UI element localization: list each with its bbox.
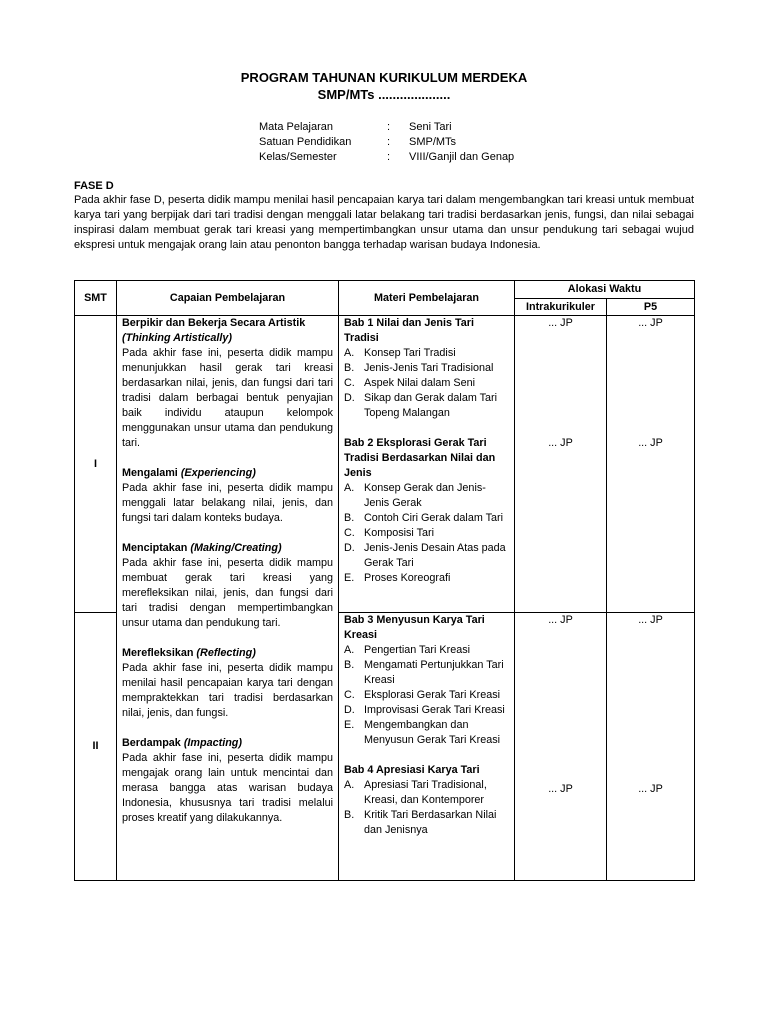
materi-cell	[339, 613, 515, 881]
bab-title: Bab 3 Menyusun Karya Tari Kreasi	[344, 614, 485, 641]
meta-label: Satuan Pendidikan	[259, 136, 352, 148]
list-text: Konsep Gerak dan Jenis-Jenis Gerak	[364, 482, 486, 509]
list-marker: D.	[344, 392, 355, 404]
header-intrakurikuler: Intrakurikuler	[515, 299, 607, 316]
list-text: Pengertian Tari Kreasi	[364, 644, 471, 656]
cp-title-text: Berpikir dan Bekerja Secara Artistik	[122, 317, 306, 329]
list-marker: D.	[344, 704, 355, 716]
cp-title-text: Mengalami	[122, 467, 178, 479]
document-title: PROGRAM TAHUNAN KURIKULUM MERDEKA	[240, 70, 528, 85]
cp-title	[122, 736, 333, 751]
meta-value: Seni Tari	[409, 121, 452, 133]
cp-title	[122, 541, 333, 556]
list-marker: B.	[344, 809, 355, 821]
list-item	[344, 391, 509, 421]
list-text: Improvisasi Gerak Tari Kreasi	[364, 704, 505, 716]
list-item	[344, 643, 509, 658]
list-item	[344, 703, 509, 718]
cp-body: Pada akhir fase ini, peserta didik mampu menilai hasil pencapaian karya tari dengan mempraktekkan tari tradisi berdasarkan nilai, jenis, dan fungsi.	[122, 662, 333, 719]
semester-label: II	[75, 613, 117, 881]
list-text: Jenis-Jenis Desain Atas pada Gerak Tari	[364, 542, 506, 569]
cp-title-italic: (Experiencing)	[180, 467, 256, 479]
capaian-cell	[117, 316, 339, 881]
cp-body: Pada akhir fase ini, peserta didik mampu menggali latar belakang nilai, jenis, dan fungsi tari dalam konteks budaya.	[122, 482, 333, 524]
fase-heading: FASE D	[74, 180, 114, 192]
meta-label: Kelas/Semester	[259, 151, 337, 163]
list-text: Proses Koreografi	[364, 572, 451, 584]
document-subtitle: SMP/MTs ....................	[317, 87, 451, 102]
cp-title-italic: (Impacting)	[183, 737, 242, 749]
jp-value: ... JP	[548, 437, 573, 449]
table-row	[75, 316, 695, 613]
list-item	[344, 718, 509, 748]
list-marker: B.	[344, 659, 355, 671]
meta-info	[259, 120, 514, 165]
meta-colon: :	[387, 121, 391, 133]
meta-colon: :	[387, 151, 391, 163]
list-text: Apresiasi Tari Tradisional, Kreasi, dan Kontemporer	[364, 779, 487, 806]
meta-value: VIII/Ganjil dan Genap	[409, 151, 515, 163]
jp-value: ... JP	[638, 783, 663, 795]
header-p5: P5	[607, 299, 695, 316]
list-text: Contoh Ciri Gerak dalam Tari	[364, 512, 504, 524]
list-text: Aspek Nilai dalam Seni	[364, 377, 476, 389]
meta-row-class	[259, 150, 514, 165]
list-item	[344, 778, 509, 808]
list-text: Eksplorasi Gerak Tari Kreasi	[364, 689, 501, 701]
jp-value: ... JP	[548, 614, 573, 626]
list-text: Kritik Tari Berdasarkan Nilai dan Jenisnya	[364, 809, 497, 836]
list-item	[344, 688, 509, 703]
meta-value: SMP/MTs	[409, 136, 457, 148]
header-smt: SMT	[75, 281, 117, 316]
list-marker: A.	[344, 779, 355, 791]
cp-title-italic: (Making/Creating)	[190, 542, 282, 554]
jp-value: ... JP	[638, 614, 663, 626]
cp-body: Pada akhir fase ini, peserta didik mampu mengajak orang lain untuk mencintai dan merasa bangga atas warisan budaya Indonesia, khususnya tari tradisi melalui proses kreatif yang dilakukannya.	[122, 752, 333, 824]
fase-description: Pada akhir fase D, peserta didik mampu menilai hasil pencapaian karya tari dalam mengembangkan tari kreasi untuk membuat karya tari yang berpijak dari tari tradisi dengan menggali latar belakang tari tradisi berdasarkan jenis, fungsi, dan nilai sebagai inspirasi dalam membuat gerak tari kreasi yang mempertimbangkan unsur utama dan unsur pendukung tari sebagai wujud ekspresi untuk mengajak orang lain atau penonton bangga terhadap warisan budaya Indonesia.	[74, 194, 694, 251]
list-item	[344, 481, 509, 511]
header-materi: Materi Pembelajaran	[339, 281, 515, 316]
list-item	[344, 511, 509, 526]
list-marker: C.	[344, 377, 355, 389]
cp-title-italic: (Reflecting)	[196, 647, 256, 659]
list-item	[344, 658, 509, 688]
p5-cell	[607, 316, 695, 613]
materi-cell	[339, 316, 515, 613]
jp-value: ... JP	[638, 317, 663, 329]
intra-cell	[515, 613, 607, 881]
cp-title	[122, 466, 333, 481]
list-item	[344, 808, 509, 838]
bab-title: Bab 2 Eksplorasi Gerak Tari Tradisi Berdasarkan Nilai dan Jenis	[344, 437, 496, 479]
list-text: Jenis-Jenis Tari Tradisional	[364, 362, 494, 374]
meta-row-subject	[259, 120, 514, 135]
list-item	[344, 541, 509, 571]
list-text: Mengembangkan dan Menyusun Gerak Tari Kreasi	[364, 719, 501, 746]
list-marker: E.	[344, 719, 355, 731]
meta-label: Mata Pelajaran	[259, 121, 333, 133]
semester-label: I	[75, 316, 117, 613]
jp-value: ... JP	[548, 783, 573, 795]
meta-row-school	[259, 135, 514, 150]
list-text: Mengamati Pertunjukkan Tari Kreasi	[364, 659, 504, 686]
list-item	[344, 571, 509, 586]
cp-title-italic: (Thinking Artistically)	[122, 332, 232, 344]
list-marker: C.	[344, 527, 355, 539]
intra-cell	[515, 316, 607, 613]
list-text: Komposisi Tari	[364, 527, 435, 539]
list-marker: B.	[344, 362, 355, 374]
bab-title: Bab 1 Nilai dan Jenis Tari Tradisi	[344, 317, 475, 344]
list-text: Konsep Tari Tradisi	[364, 347, 456, 359]
jp-value: ... JP	[548, 317, 573, 329]
list-item	[344, 376, 509, 391]
list-marker: E.	[344, 572, 355, 584]
header-capaian: Capaian Pembelajaran	[117, 281, 339, 316]
list-marker: A.	[344, 347, 355, 359]
list-marker: A.	[344, 644, 355, 656]
list-item	[344, 361, 509, 376]
program-table	[74, 280, 695, 881]
list-item	[344, 346, 509, 361]
list-marker: C.	[344, 689, 355, 701]
list-marker: A.	[344, 482, 355, 494]
p5-cell	[607, 613, 695, 881]
bab-title: Bab 4 Apresiasi Karya Tari	[344, 764, 480, 776]
cp-title	[122, 316, 333, 346]
cp-title-text: Berdampak	[122, 737, 181, 749]
list-item	[344, 526, 509, 541]
cp-body: Pada akhir fase ini, peserta didik mampu menunjukkan hasil gerak tari kreasi berdasarkan nilai, jenis, dan fungsi dari tari tradisi dalam berbagai bentuk penyajian baik individu ataupun kelompok menggunakan unsur utama dan pendukung tari.	[122, 347, 333, 449]
header-alokasi: Alokasi Waktu	[515, 281, 695, 299]
cp-body: Pada akhir fase ini, peserta didik mampu membuat gerak tari kreasi yang merefleksikan nilai, jenis, dan fungsi dari tari tradisi dengan mempertimbangkan unsur utama dan pendukung tari.	[122, 557, 333, 629]
jp-value: ... JP	[638, 437, 663, 449]
list-marker: B.	[344, 512, 355, 524]
cp-title	[122, 646, 333, 661]
meta-colon: :	[387, 136, 391, 148]
list-text: Sikap dan Gerak dalam Tari Topeng Malangan	[364, 392, 498, 419]
cp-title-text: Merefleksikan	[122, 647, 194, 659]
list-marker: D.	[344, 542, 355, 554]
cp-title-text: Menciptakan	[122, 542, 188, 554]
